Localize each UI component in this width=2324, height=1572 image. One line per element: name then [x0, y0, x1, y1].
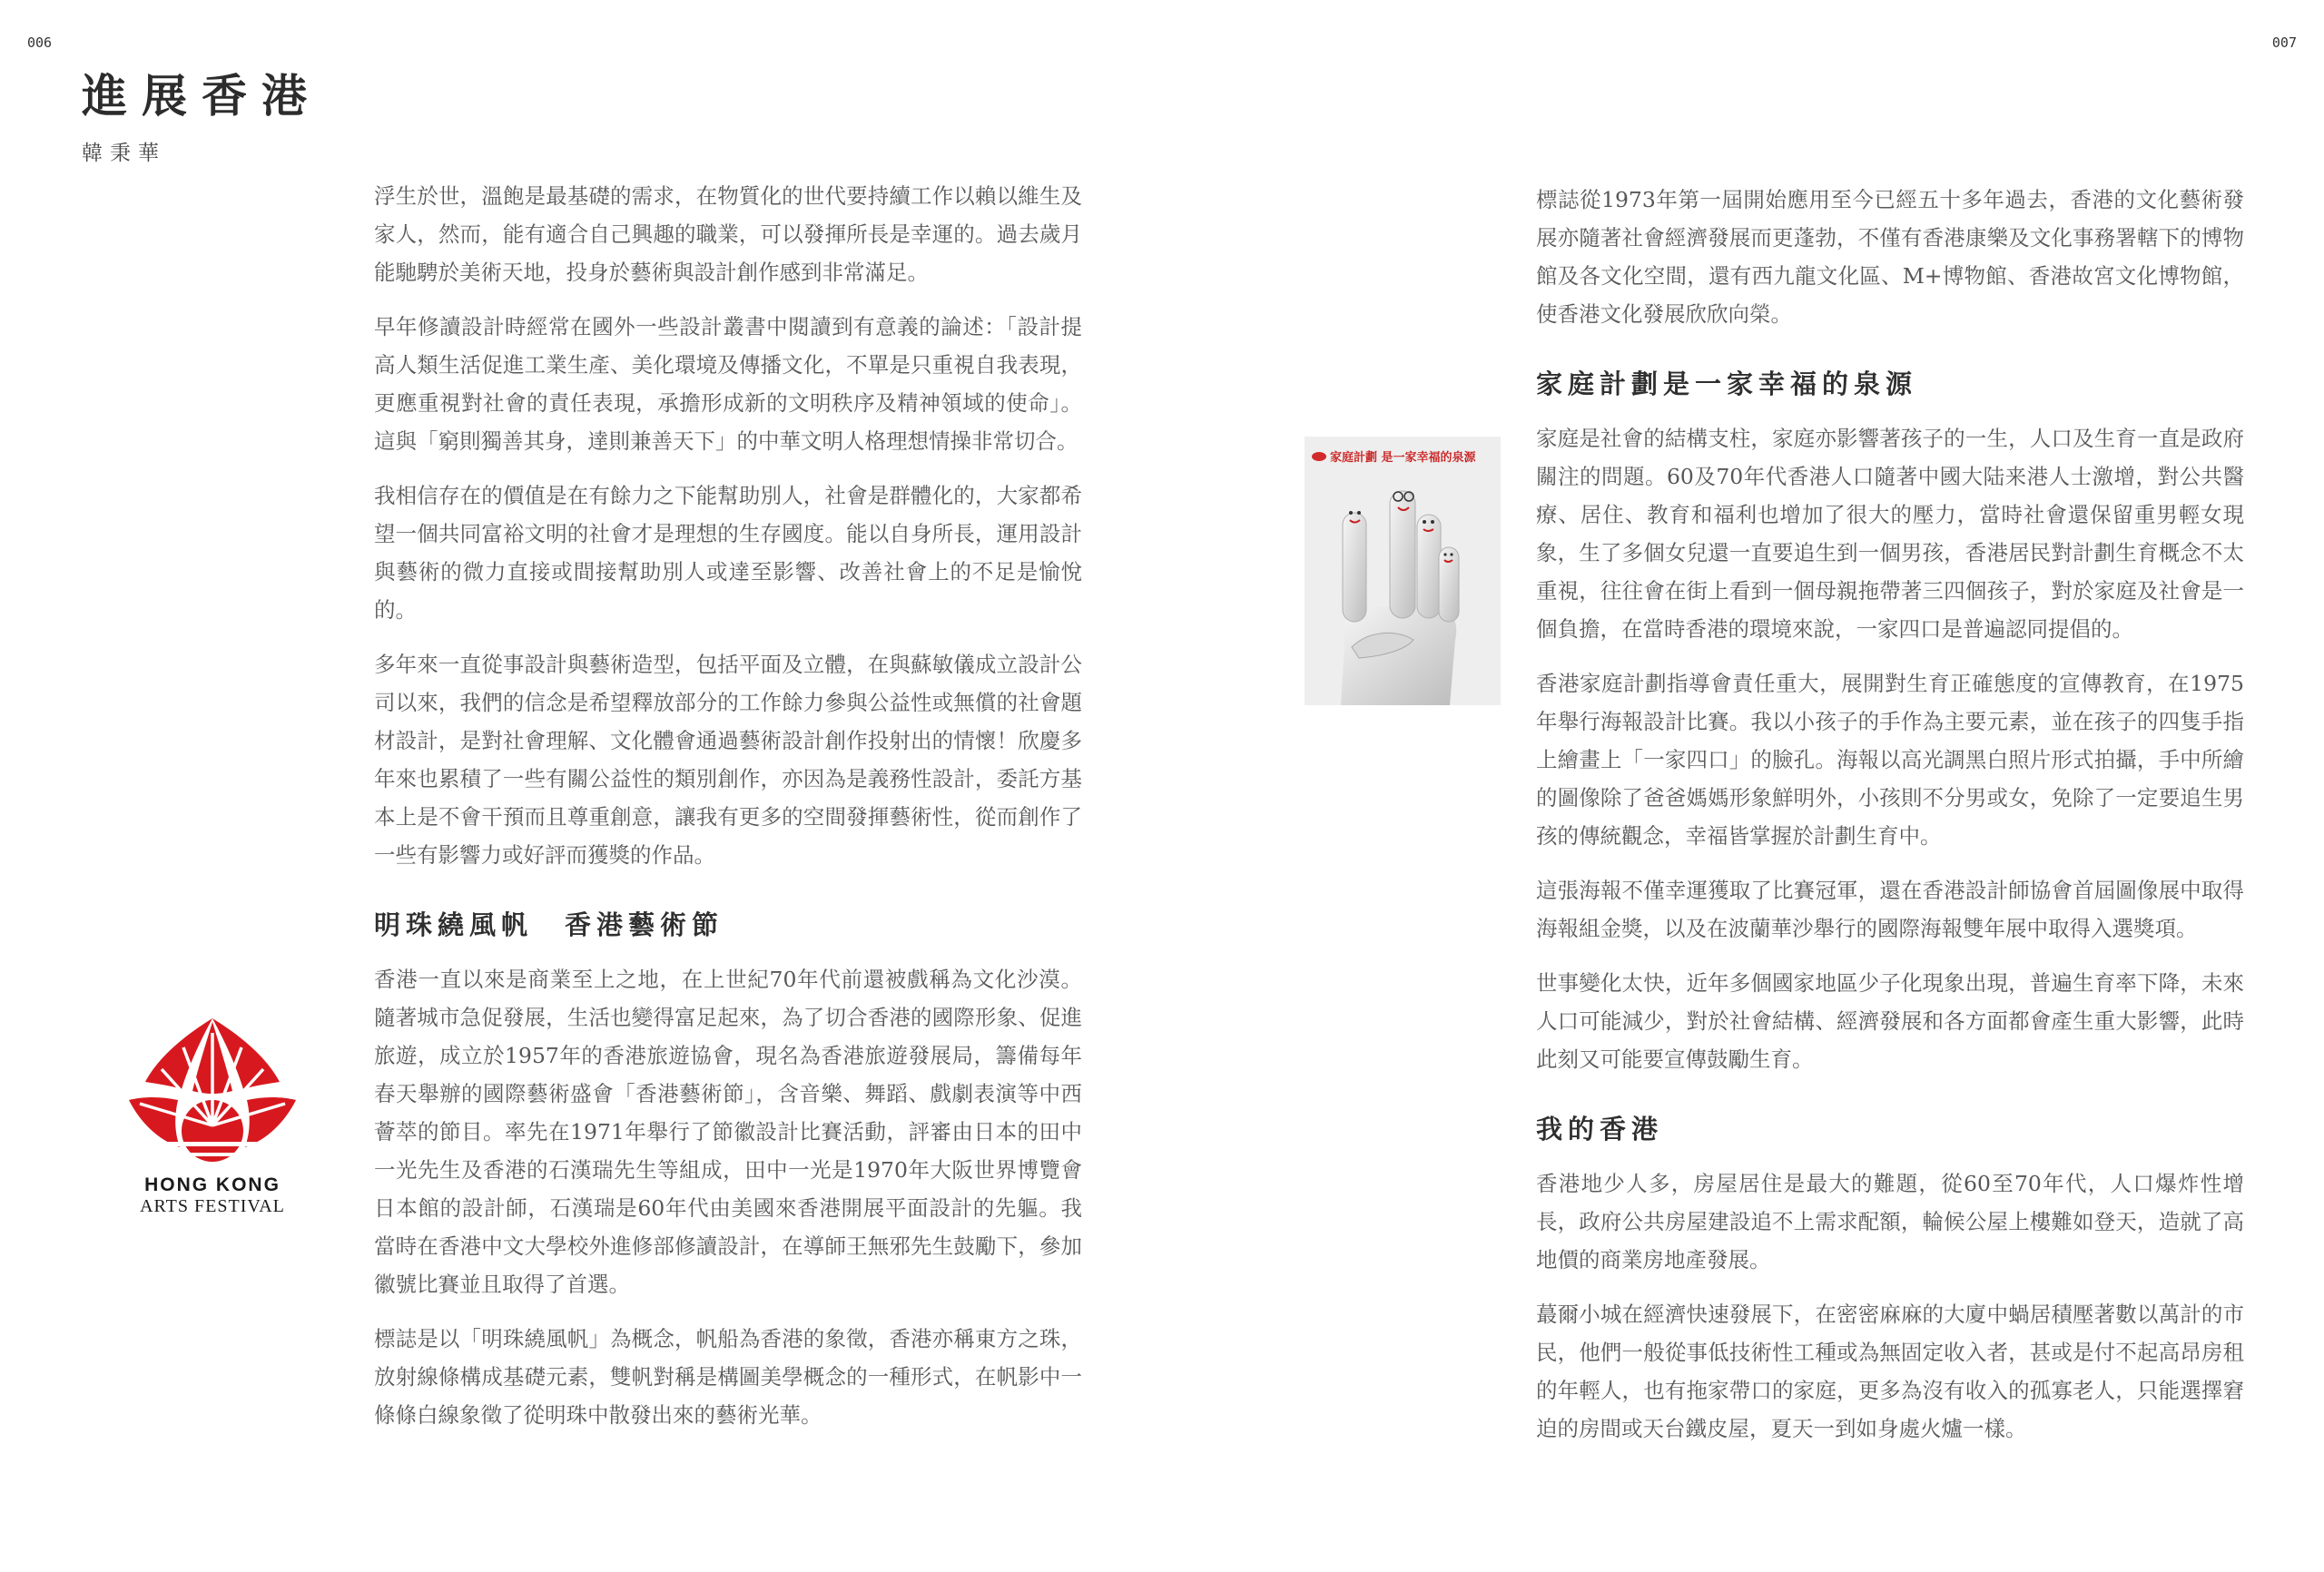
- page-number-right: 007: [2271, 34, 2297, 51]
- right-text-column: [1536, 181, 2244, 1464]
- page-number-left: 006: [27, 34, 53, 51]
- logo-wordmark-line1: HONG KONG: [144, 1174, 281, 1195]
- article-title: 進展香港: [82, 69, 321, 123]
- paragraph: 浮生於世，溫飽是最基礎的需求，在物質化的世代要持續工作以賴以維生及家人，然而，能有適合自己興趣的職業，可以發揮所長是幸運的。過去歲月能馳騁於美術天地，投身於藝術與設計創作感到非常滿足。: [374, 183, 1082, 285]
- paragraph: 香港地少人多，房屋居住是最大的難題，從60至70年代，人口爆炸性增長，政府公共房屋建設追不上需求配額，輪候公屋上樓難如登天，造就了高地價的商業房地產發展。: [1536, 1171, 2244, 1272]
- hand-with-four-faces-illustration: [1305, 437, 1501, 705]
- paragraph: 這張海報不僅幸運獲取了比賽冠軍，還在香港設計師協會首屆圖像展中取得海報組金獎，以及在波蘭華沙舉行的國際海報雙年展中取得入選獎項。: [1536, 878, 2244, 941]
- section-heading-arts-festival: 明珠繞風帆 香港藝術節: [374, 909, 724, 940]
- logo-wordmark-line2: ARTS FESTIVAL: [140, 1196, 285, 1216]
- paragraph: 標誌是以「明珠繞風帆」為概念，帆船為香港的象徵，香港亦稱東方之珠，放射線條構成基礎元素，雙帆對稱是構圖美學概念的一種形式，在帆影中一條條白線象徵了從明珠中散發出來的藝術光華。: [374, 1326, 1082, 1428]
- section-heading-my-hong-kong: 我的香港: [1536, 1114, 1664, 1145]
- hong-kong-arts-festival-logo: [125, 1017, 300, 1225]
- family-planning-poster: [1305, 437, 1501, 705]
- sailing-pearl-emblem-icon: [125, 1017, 300, 1171]
- poster-title: 家庭計劃 是一家幸福的泉源: [1330, 451, 1476, 465]
- paragraph: 世事變化太快，近年多個國家地區少子化現象出現，普遍生育率下降，未來人口可能減少，對於社會結構、經濟發展和各方面都會產生重大影響，此時此刻又可能要宣傳鼓勵生育。: [1536, 970, 2244, 1072]
- section-heading-family-planning: 家庭計劃是一家幸福的泉源: [1536, 368, 1918, 399]
- paragraph: 我相信存在的價值是在有餘力之下能幫助別人，社會是群體化的，大家都希望一個共同富裕文明的社會才是理想的生存國度。能以自身所長，運用設計與藝術的微力直接或間接幫助別人或達至影響、改善社會上的不足是愉悅的。: [374, 483, 1082, 623]
- paragraph: 蕞爾小城在經濟快速發展下，在密密麻麻的大廈中蝸居積壓著數以萬計的市民，他們一般從事低技術性工種或為無固定收入者，甚或是付不起高昂房租的年輕人，也有拖家帶口的家庭，更多為沒有收入的孤寡老人，只能選擇窘迫的房間或天台鐵皮屋，夏天一到如身處火爐一樣。: [1536, 1302, 2244, 1441]
- paragraph: 香港一直以來是商業至上之地，在上世紀70年代前還被戲稱為文化沙漠。隨著城市急促發展，生活也變得富足起來，為了切合香港的國際形象、促進旅遊，成立於1957年的香港旅遊協會，現名為香港旅遊發展局，籌備每年春天舉辦的國際藝術盛會「香港藝術節」，含音樂、舞蹈、戲劇表演等中西薈萃的節目。率先在1971年舉行了節徽設計比賽活動，評審由日本的田中一光先生及香港的石漢瑞先生等組成，田中一光是1970年大阪世界博覽會日本館的設計師，石漢瑞是60年代由美國來香港開展平面設計的先軀。我當時在香港中文大學校外進修部修讀設計，在導師王無邪先生鼓勵下，參加徽號比賽並且取得了首選。: [374, 967, 1082, 1297]
- left-text-column: [374, 177, 1082, 1450]
- article-author: 韓秉華: [82, 142, 166, 165]
- paragraph: 標誌從1973年第一屆開始應用至今已經五十多年過去，香港的文化藝術發展亦隨著社會經濟發展而更蓬勃，不僅有香港康樂及文化事務署轄下的博物館及各文化空間，還有西九龍文化區、M+博物館、香港故宮文化博物館，使香港文化發展欣欣向榮。: [1536, 187, 2244, 327]
- paragraph: 多年來一直從事設計與藝術造型，包括平面及立體，在與蘇敏儀成立設計公司以來，我們的信念是希望釋放部分的工作餘力參與公益性或無償的社會題材設計，是對社會理解、文化體會通過藝術設計創作投射出的情懷！欣慶多年來也累積了一些有關公益性的類別創作，亦因為是義務性設計，委託方基本上是不會干預而且尊重創意，讓我有更多的空間發揮藝術性，從而創作了一些有影響力或好評而獲獎的作品。: [374, 652, 1082, 868]
- paragraph: 早年修讀設計時經常在國外一些設計叢書中閱讀到有意義的論述：「設計提高人類生活促進工業生產、美化環境及傳播文化，不單是只重視自我表現，更應重視對社會的責任表現，承擔形成新的文明秩序及精神領域的使命」。這與「窮則獨善其身，達則兼善天下」的中華文明人格理想情操非常切合。: [374, 314, 1082, 454]
- paragraph: 家庭是社會的結構支柱，家庭亦影響著孩子的一生，人口及生育一直是政府關注的問題。60及70年代香港人口隨著中國大陆来港人士激增，對公共醫療、居住、教育和福利也增加了很大的壓力，當時社會還保留重男輕女現象，生了多個女兒還一直要追生到一個男孩，香港居民對計劃生育概念不太重視，往往會在街上看到一個母親拖帶著三四個孩子，對於家庭及社會是一個負擔，在當時香港的環境來說，一家四口是普遍認同提倡的。: [1536, 426, 2244, 642]
- paragraph: 香港家庭計劃指導會責任重大，展開對生育正確態度的宣傳教育，在1975年舉行海報設計比賽。我以小孩子的手作為主要元素，並在孩子的四隻手指上繪畫上「一家四口」的臉孔。海報以高光調黑白照片形式拍攝，手中所繪的圖像除了爸爸媽媽形象鮮明外，小孩則不分男或女，免除了一定要追生男孩的傳統觀念，幸福皆掌握於計劃生育中。: [1536, 671, 2244, 849]
